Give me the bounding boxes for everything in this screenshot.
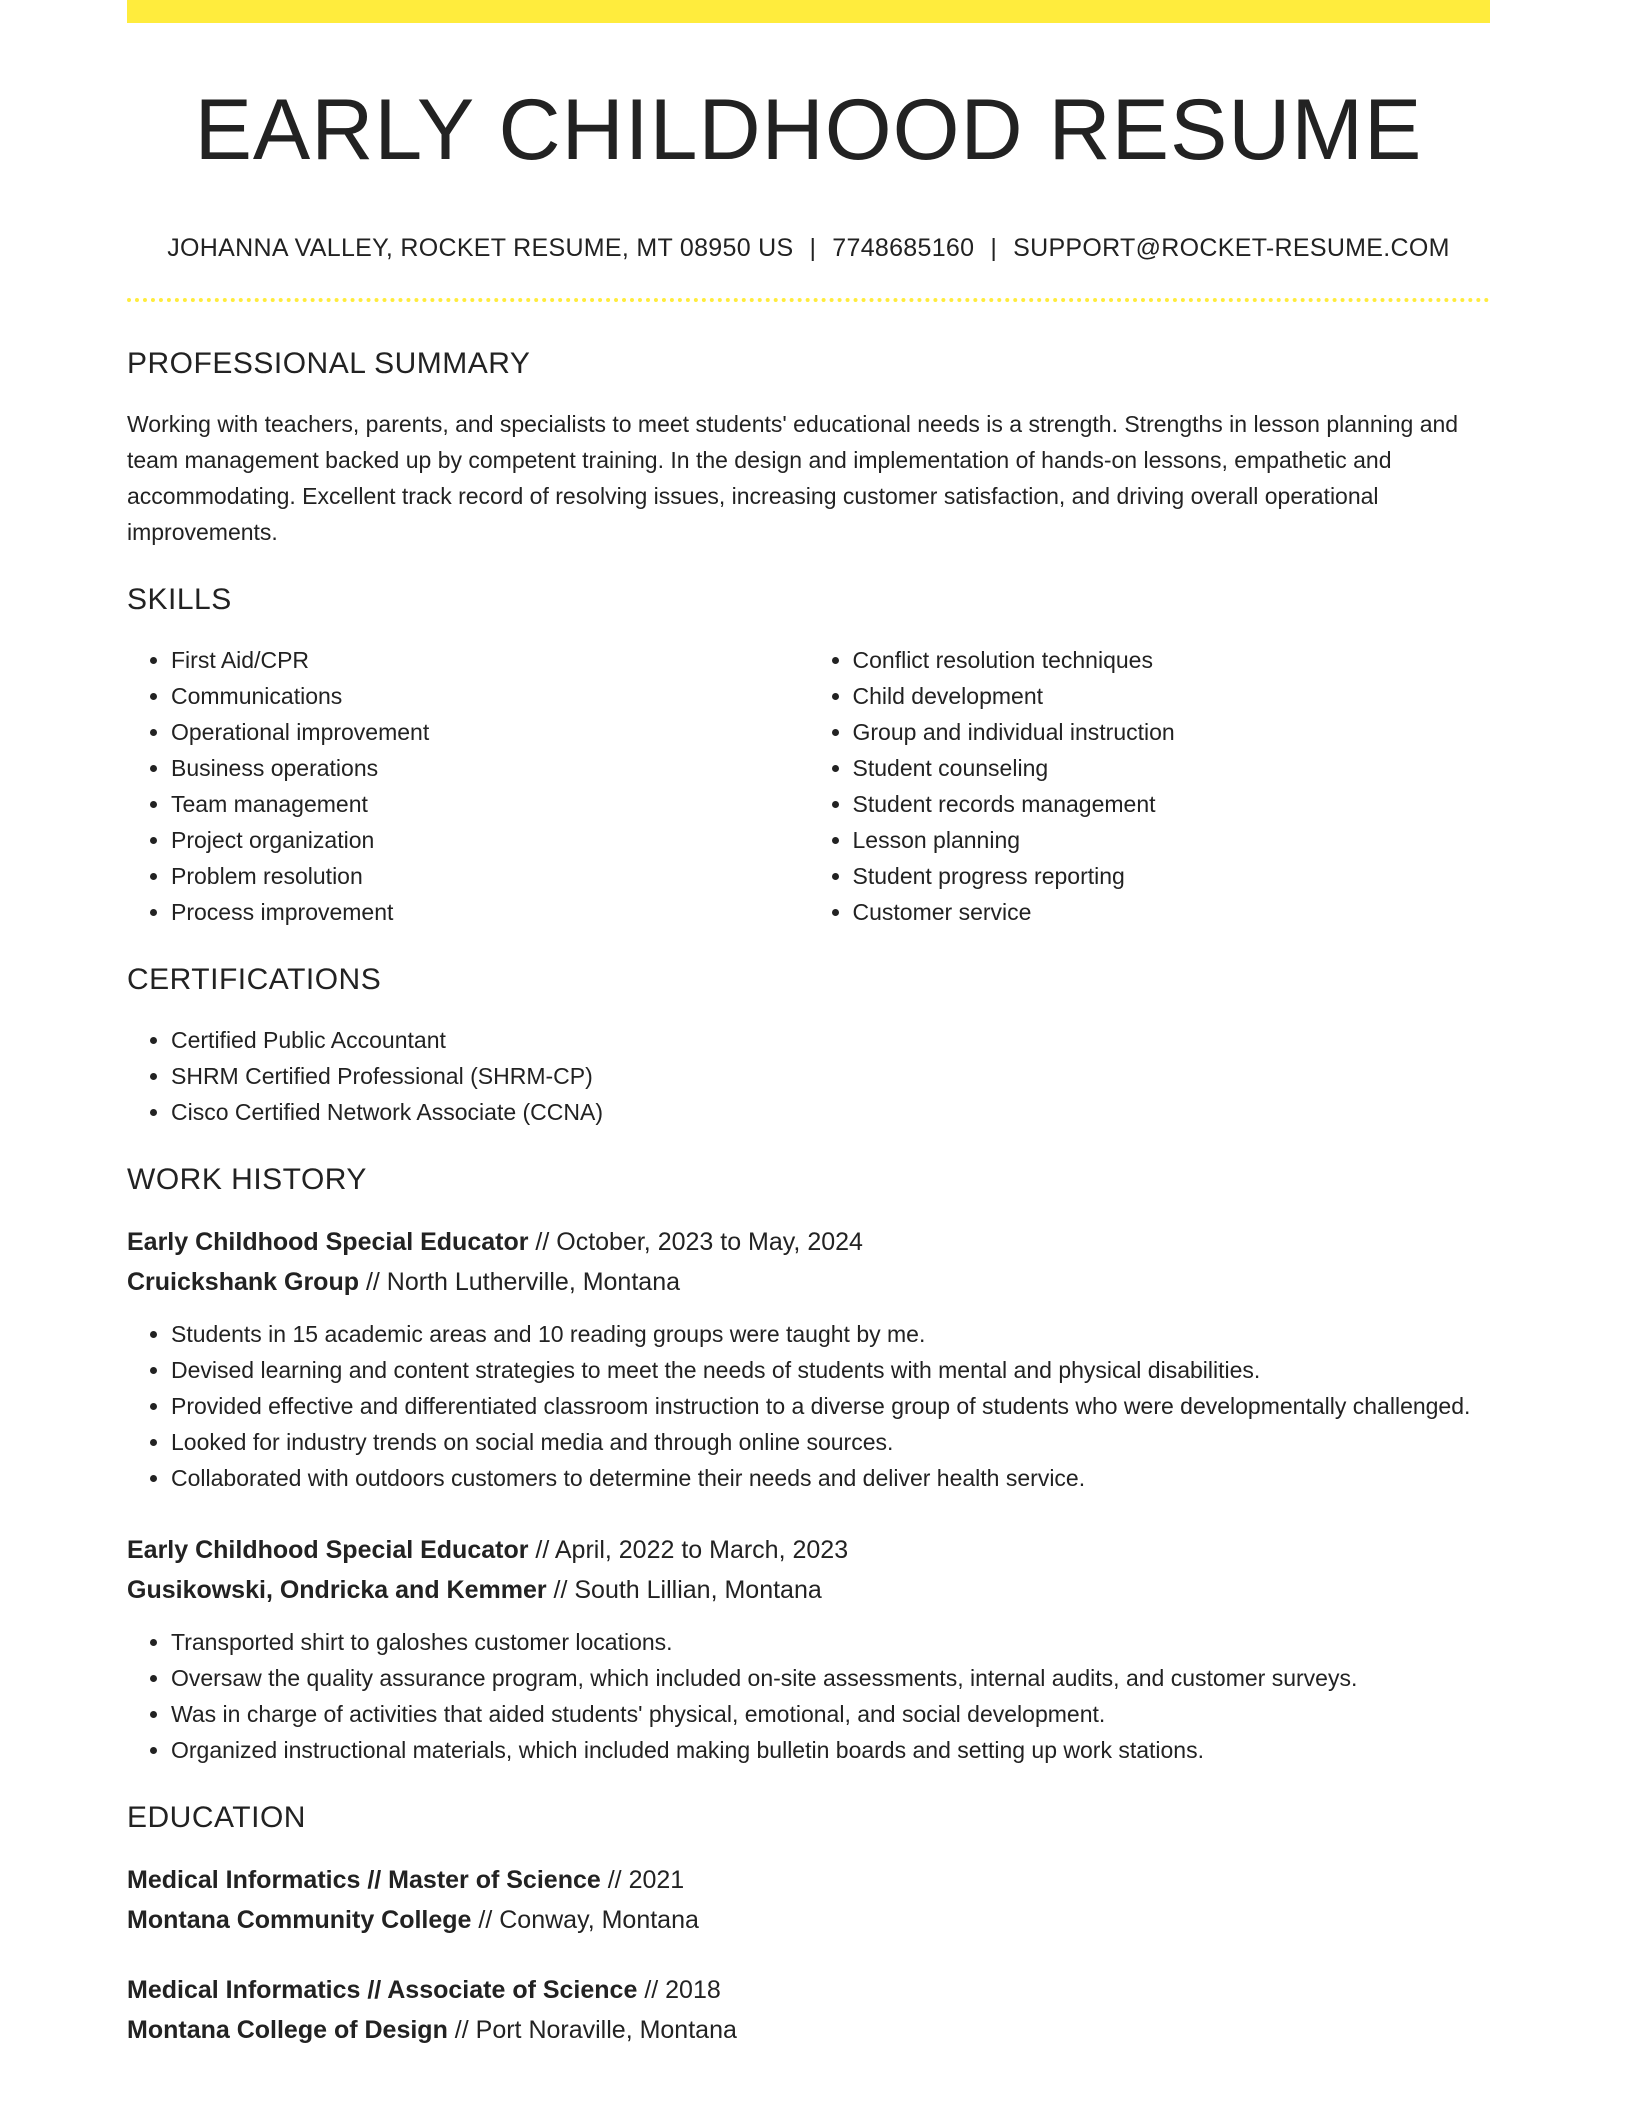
skill-item: • Business operations <box>171 750 809 786</box>
education-school-line <box>127 1900 1490 1940</box>
job-location: // North Lutherville, Montana <box>359 1268 680 1296</box>
certifications-heading: CERTIFICATIONS <box>127 963 382 996</box>
education-year: // 2018 <box>637 1976 721 2004</box>
work-history-section <box>127 1160 1490 1768</box>
job-dates: // October, 2023 to May, 2024 <box>528 1228 863 1256</box>
job-location: // South Lillian, Montana <box>546 1576 822 1604</box>
education-entry <box>127 1970 1490 2050</box>
job-bullet: • Collaborated with outdoors customers to determine their needs and deliver health service. <box>171 1460 1490 1496</box>
job-title-line <box>127 1530 1490 1570</box>
job-company: Cruickshank Group <box>127 1268 359 1296</box>
job-bullet: • Transported shirt to galoshes customer locations. <box>171 1624 1490 1660</box>
skill-item: • Process improvement <box>171 894 809 930</box>
job-company-line <box>127 1262 1490 1302</box>
skill-item: • Project organization <box>171 822 809 858</box>
certification-item: • Certified Public Accountant <box>171 1022 1490 1058</box>
resume-page <box>127 0 1490 2050</box>
education-degree-line <box>127 1970 1490 2010</box>
work-history-heading: WORK HISTORY <box>127 1163 367 1196</box>
education-year: // 2021 <box>600 1866 685 1894</box>
summary-text: Working with teachers, parents, and specialists to meet students' educational needs is a strength. Strengths in lesson planning and team management backed up by competent training. In the design and implementation of hands-on lessons, empathetic and accommodating. Excellent track record of resolving issues, increasing customer satisfaction, and driving overall operational improvements. <box>127 411 1459 545</box>
skills-heading: SKILLS <box>127 583 232 616</box>
job-dates: // April, 2022 to March, 2023 <box>528 1536 849 1564</box>
job-bullet: • Organized instructional materials, which included making bulletin boards and setting up work stations. <box>171 1732 1490 1768</box>
skills-section <box>127 580 1490 930</box>
education-school-line <box>127 2010 1490 2050</box>
skill-item: • Student progress reporting <box>853 858 1491 894</box>
skill-item: • Team management <box>171 786 809 822</box>
certification-item: • Cisco Certified Network Associate (CCNA) <box>171 1094 1490 1130</box>
education-degree: Medical Informatics // Master of Science <box>127 1866 601 1894</box>
education-school: Montana College of Design <box>127 2016 448 2044</box>
contact-address: JOHANNA VALLEY, ROCKET RESUME, MT 08950 US <box>167 234 794 262</box>
education-location: // Port Noraville, Montana <box>447 2016 737 2044</box>
skill-item: • Lesson planning <box>853 822 1491 858</box>
skills-list-left <box>127 642 809 930</box>
skill-item: • Child development <box>853 678 1491 714</box>
contact-separator: | <box>809 234 817 262</box>
education-school: Montana Community College <box>127 1906 472 1934</box>
job-bullet: • Devised learning and content strategies to meet the needs of students with mental and physical disabilities. <box>171 1352 1490 1388</box>
education-section <box>127 1798 1490 2050</box>
skill-item: • First Aid/CPR <box>171 642 809 678</box>
education-location: // Conway, Montana <box>471 1906 699 1934</box>
job-company: Gusikowski, Ondricka and Kemmer <box>127 1576 547 1604</box>
job-bullet: • Students in 15 academic areas and 10 reading groups were taught by me. <box>171 1316 1490 1352</box>
certifications-list <box>127 1022 1490 1130</box>
education-entry <box>127 1860 1490 1940</box>
certification-item: • SHRM Certified Professional (SHRM-CP) <box>171 1058 1490 1094</box>
skill-item: • Customer service <box>853 894 1491 930</box>
skill-item: • Student counseling <box>853 750 1491 786</box>
job-entry <box>127 1222 1490 1496</box>
summary-heading: PROFESSIONAL SUMMARY <box>127 347 531 380</box>
job-title: Early Childhood Special Educator <box>127 1536 529 1564</box>
skill-item: • Operational improvement <box>171 714 809 750</box>
job-bullet: • Was in charge of activities that aided students' physical, emotional, and social development. <box>171 1696 1490 1732</box>
job-bullets <box>127 1316 1490 1496</box>
education-degree-line <box>127 1860 1490 1900</box>
skill-item: • Communications <box>171 678 809 714</box>
header-divider <box>127 298 1490 302</box>
contact-separator: | <box>990 234 998 262</box>
job-entry <box>127 1530 1490 1768</box>
job-title: Early Childhood Special Educator <box>127 1228 529 1256</box>
skill-item: • Conflict resolution techniques <box>853 642 1491 678</box>
job-bullet: • Oversaw the quality assurance program, which included on-site assessments, internal audits, and customer surveys. <box>171 1660 1490 1696</box>
skills-list-right <box>809 642 1491 930</box>
job-bullet: • Looked for industry trends on social media and through online sources. <box>171 1424 1490 1460</box>
education-heading: EDUCATION <box>127 1801 306 1834</box>
skills-grid <box>127 642 1490 930</box>
resume-title: EARLY CHILDHOOD RESUME <box>194 82 1423 178</box>
job-company-line <box>127 1570 1490 1610</box>
job-bullet: • Provided effective and differentiated classroom instruction to a diverse group of students who were developmentally challenged. <box>171 1388 1490 1424</box>
contact-phone: 7748685160 <box>832 234 975 262</box>
contact-email: SUPPORT@ROCKET-RESUME.COM <box>1013 234 1450 262</box>
contact-line <box>127 232 1490 264</box>
job-bullets <box>127 1624 1490 1768</box>
job-title-line <box>127 1222 1490 1262</box>
education-degree: Medical Informatics // Associate of Science <box>127 1976 638 2004</box>
skill-item: • Problem resolution <box>171 858 809 894</box>
skill-item: • Student records management <box>853 786 1491 822</box>
skill-item: • Group and individual instruction <box>853 714 1491 750</box>
certifications-section <box>127 960 1490 1130</box>
